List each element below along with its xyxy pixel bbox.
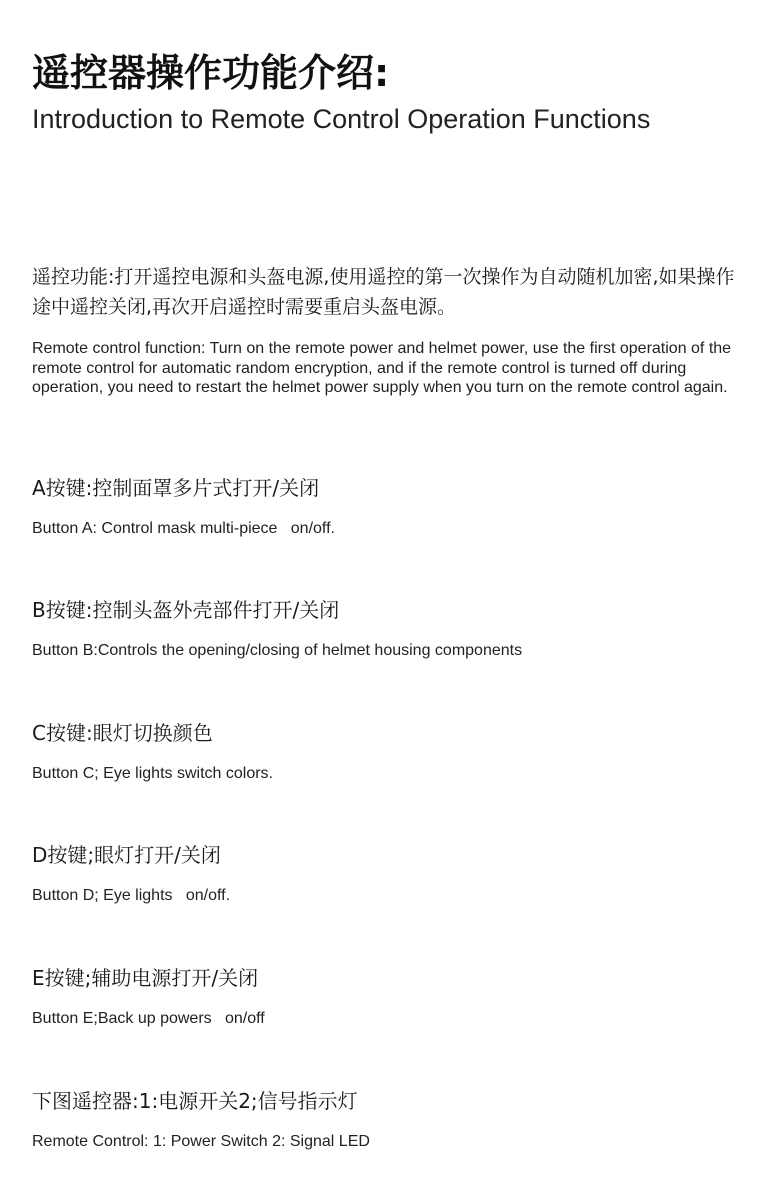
intro-paragraph-chinese: 遥控功能:打开遥控电源和头盔电源,使用遥控的第一次操作为自动随机加密,如果操作途中遥控关闭,再次开启遥控时需要重启头盔电源。 xyxy=(32,266,735,318)
button-e-description-english: Button E;Back up powers on/off xyxy=(32,1010,265,1027)
button-b-description-english: Button B:Controls the opening/closing of helmet housing components xyxy=(32,642,523,659)
button-a-description-english: Button A: Control mask multi-piece on/off. xyxy=(32,520,335,537)
page-title-chinese: 遥控器操作功能介绍: xyxy=(32,51,390,95)
button-d-description-chinese: D按键;眼灯打开/关闭 xyxy=(32,843,221,867)
button-e-description-chinese: E按键;辅助电源打开/关闭 xyxy=(32,966,259,990)
intro-paragraph-english: Remote control function: Turn on the remote power and helmet power, use the first operation of the remote control for automatic random encryption, and if the remote control is turned off during operation, you need to restart the helmet power supply when you turn on the remote control again. xyxy=(32,340,732,396)
remote-diagram-caption-chinese: 下图遥控器:1:电源开关2;信号指示灯 xyxy=(32,1089,358,1113)
button-b-description-chinese: B按键:控制头盔外壳部件打开/关闭 xyxy=(32,598,340,622)
button-a-description-chinese: A按键:控制面罩多片式打开/关闭 xyxy=(32,476,320,500)
button-c-description-chinese: C按键:眼灯切换颜色 xyxy=(32,721,213,745)
button-d-description-english: Button D; Eye lights on/off. xyxy=(32,887,231,904)
button-c-description-english: Button C; Eye lights switch colors. xyxy=(32,765,273,782)
remote-diagram-caption-english: Remote Control: 1: Power Switch 2: Signal LED xyxy=(32,1133,370,1150)
page-title-english: Introduction to Remote Control Operation Functions xyxy=(32,104,651,134)
